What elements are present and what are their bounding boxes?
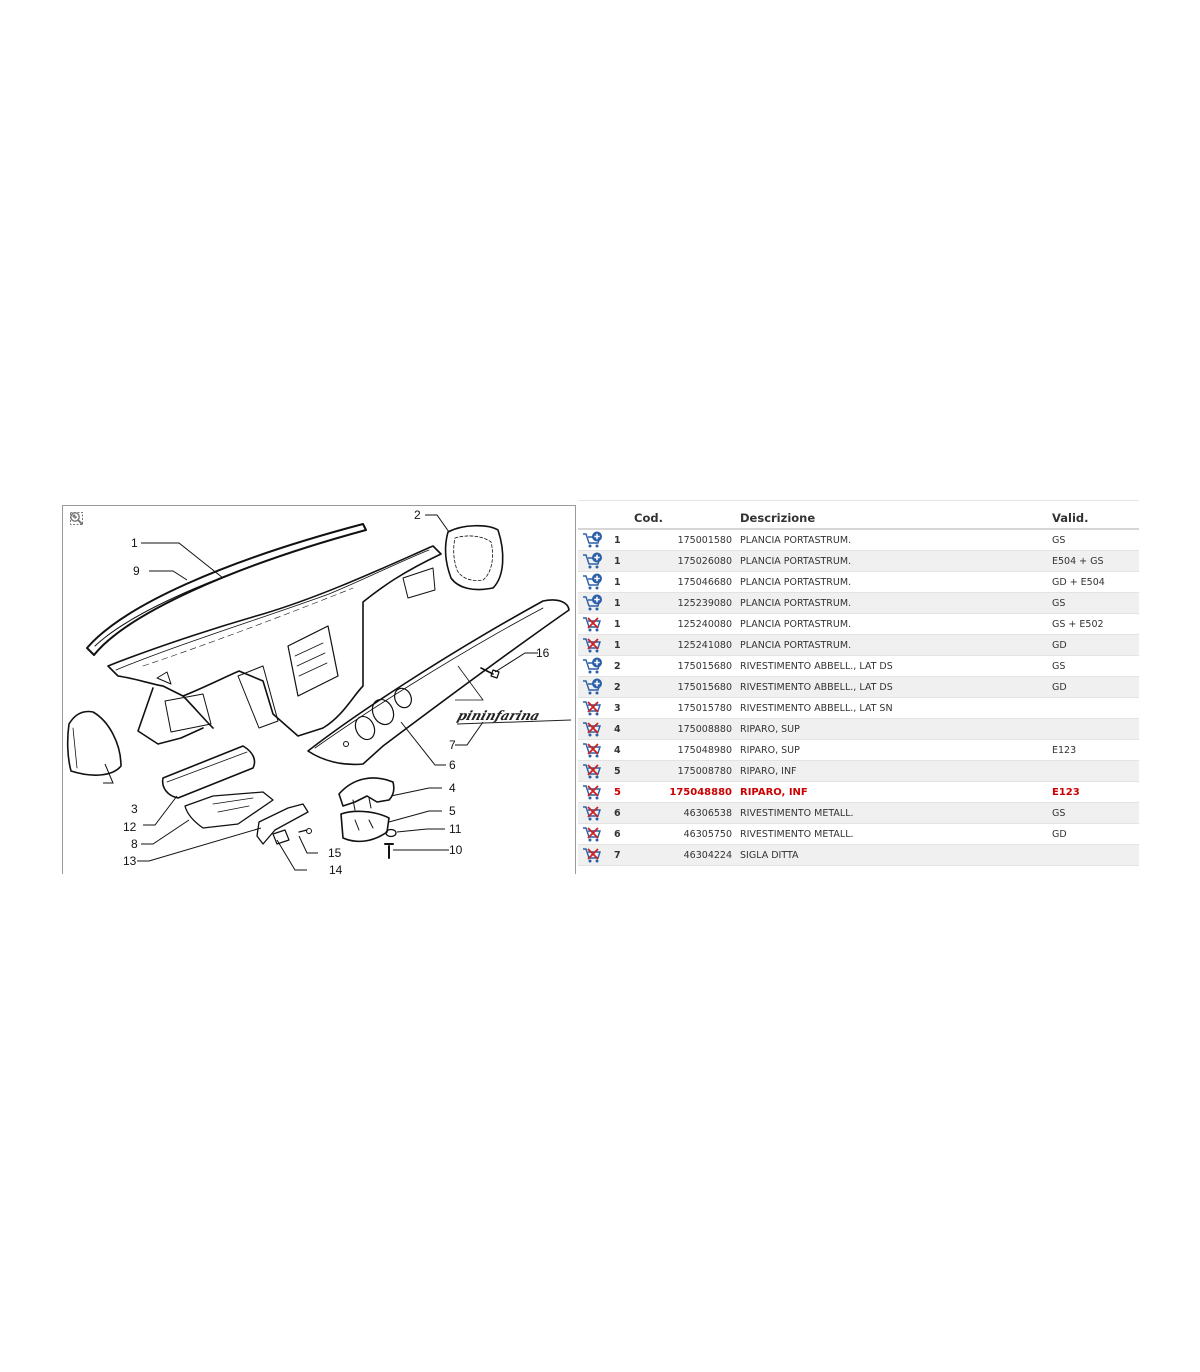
row-desc: RIPARO, INF xyxy=(738,761,1052,782)
row-valid: GS xyxy=(1052,529,1139,551)
row-desc: PLANCIA PORTASTRUM. xyxy=(738,551,1052,572)
row-cod: 46305750 xyxy=(634,824,738,845)
row-pos: 6 xyxy=(614,824,634,845)
row-pos: 2 xyxy=(614,656,634,677)
callout-10: 10 xyxy=(449,843,463,857)
table-row[interactable] xyxy=(578,782,1139,803)
row-pos: 1 xyxy=(614,551,634,572)
header-valid: Valid. xyxy=(1052,507,1139,529)
callout-5: 5 xyxy=(449,804,456,818)
row-cod: 175008880 xyxy=(634,719,738,740)
callout-4: 4 xyxy=(449,781,456,795)
row-cod: 46304224 xyxy=(634,845,738,866)
callout-16: 16 xyxy=(536,646,550,660)
part-9-strip xyxy=(87,524,366,655)
callout-14: 14 xyxy=(329,863,343,875)
table-row[interactable] xyxy=(578,845,1139,866)
brand-script: pininfarina xyxy=(455,708,542,724)
row-pos: 3 xyxy=(614,698,634,719)
row-icon-cell xyxy=(578,782,614,803)
exploded-diagram-panel[interactable] xyxy=(62,505,576,874)
cart-unavailable-icon[interactable] xyxy=(582,720,604,738)
row-valid: GS xyxy=(1052,656,1139,677)
callout-13: 13 xyxy=(123,854,137,868)
row-desc: RIVESTIMENTO ABBELL., LAT SN xyxy=(738,698,1052,719)
cart-add-icon[interactable] xyxy=(582,594,604,612)
row-icon-cell xyxy=(578,593,614,614)
row-icon-cell xyxy=(578,529,614,551)
table-row[interactable] xyxy=(578,719,1139,740)
table-row[interactable] xyxy=(578,551,1139,572)
row-pos: 1 xyxy=(614,593,634,614)
part-15-screw xyxy=(299,830,307,832)
row-valid: GS xyxy=(1052,593,1139,614)
callout-8: 8 xyxy=(131,837,138,851)
row-desc: RIVESTIMENTO ABBELL., LAT DS xyxy=(738,656,1052,677)
callout-15: 15 xyxy=(328,846,342,860)
callout-2: 2 xyxy=(414,508,421,522)
row-valid xyxy=(1052,761,1139,782)
row-icon-cell xyxy=(578,551,614,572)
row-icon-cell xyxy=(578,656,614,677)
row-cod: 175048880 xyxy=(634,782,738,803)
dashboard-exploded-drawing xyxy=(63,506,577,875)
row-pos: 5 xyxy=(614,761,634,782)
row-desc: PLANCIA PORTASTRUM. xyxy=(738,593,1052,614)
row-cod: 125240080 xyxy=(634,614,738,635)
row-desc: RIPARO, SUP xyxy=(738,719,1052,740)
cart-add-icon[interactable] xyxy=(582,678,604,696)
cart-unavailable-icon[interactable] xyxy=(582,825,604,843)
header-cod: Cod. xyxy=(634,507,738,529)
row-desc: PLANCIA PORTASTRUM. xyxy=(738,529,1052,551)
row-icon-cell xyxy=(578,614,614,635)
row-pos: 1 xyxy=(614,635,634,656)
row-desc: PLANCIA PORTASTRUM. xyxy=(738,572,1052,593)
row-cod: 46306538 xyxy=(634,803,738,824)
row-icon-cell xyxy=(578,635,614,656)
cart-unavailable-icon[interactable] xyxy=(582,783,604,801)
row-icon-cell xyxy=(578,761,614,782)
row-valid: GD + E504 xyxy=(1052,572,1139,593)
cart-unavailable-icon[interactable] xyxy=(582,804,604,822)
part-11-washer xyxy=(386,830,396,837)
callout-3: 3 xyxy=(131,802,138,816)
row-pos: 4 xyxy=(614,740,634,761)
row-cod: 175015680 xyxy=(634,656,738,677)
row-valid xyxy=(1052,698,1139,719)
table-top-rule xyxy=(578,500,1139,501)
row-icon-cell xyxy=(578,677,614,698)
callout-12: 12 xyxy=(123,820,137,834)
table-row[interactable] xyxy=(578,593,1139,614)
row-desc: RIVESTIMENTO METALL. xyxy=(738,803,1052,824)
row-valid: GS + E502 xyxy=(1052,614,1139,635)
header-pos xyxy=(614,507,634,529)
table-row[interactable] xyxy=(578,761,1139,782)
callout-1: 1 xyxy=(131,536,138,550)
row-desc: RIVESTIMENTO ABBELL., LAT DS xyxy=(738,677,1052,698)
row-cod: 125241080 xyxy=(634,635,738,656)
row-valid xyxy=(1052,719,1139,740)
parts-table xyxy=(578,507,1139,866)
row-valid: GD xyxy=(1052,635,1139,656)
row-valid: E123 xyxy=(1052,782,1139,803)
table-row[interactable] xyxy=(578,656,1139,677)
part-3-side-cover xyxy=(68,712,121,776)
part-14-clip xyxy=(273,830,289,844)
row-pos: 5 xyxy=(614,782,634,803)
row-cod: 125239080 xyxy=(634,593,738,614)
cart-add-icon[interactable] xyxy=(582,573,604,591)
cart-add-icon[interactable] xyxy=(582,531,604,549)
cart-unavailable-icon[interactable] xyxy=(582,699,604,717)
row-icon-cell xyxy=(578,803,614,824)
row-cod: 175048980 xyxy=(634,740,738,761)
row-pos: 1 xyxy=(614,614,634,635)
row-desc: SIGLA DITTA xyxy=(738,845,1052,866)
row-cod: 175001580 xyxy=(634,529,738,551)
callout-6: 6 xyxy=(449,758,456,772)
row-pos: 1 xyxy=(614,529,634,551)
row-desc: RIVESTIMENTO METALL. xyxy=(738,824,1052,845)
table-row[interactable] xyxy=(578,572,1139,593)
row-icon-cell xyxy=(578,719,614,740)
row-valid: GD xyxy=(1052,824,1139,845)
cart-unavailable-icon[interactable] xyxy=(582,762,604,780)
row-pos: 7 xyxy=(614,845,634,866)
callout-11: 11 xyxy=(449,822,462,836)
table-row[interactable] xyxy=(578,635,1139,656)
callout-7: 7 xyxy=(449,738,456,752)
part-6-metal-trim xyxy=(308,600,569,764)
row-valid: GS xyxy=(1052,803,1139,824)
callout-9: 9 xyxy=(133,564,140,578)
row-icon-cell xyxy=(578,845,614,866)
table-row[interactable] xyxy=(578,529,1139,551)
row-pos: 2 xyxy=(614,677,634,698)
part-5-lower-cover xyxy=(341,811,389,841)
cart-add-icon[interactable] xyxy=(582,657,604,675)
table-row[interactable] xyxy=(578,698,1139,719)
row-desc: PLANCIA PORTASTRUM. xyxy=(738,614,1052,635)
cart-add-icon[interactable] xyxy=(582,552,604,570)
row-desc: RIPARO, SUP xyxy=(738,740,1052,761)
part-12-lower-panel xyxy=(163,746,255,798)
row-icon-cell xyxy=(578,824,614,845)
row-valid: E123 xyxy=(1052,740,1139,761)
table-row[interactable] xyxy=(578,824,1139,845)
row-icon-cell xyxy=(578,698,614,719)
cart-unavailable-icon[interactable] xyxy=(582,636,604,654)
row-cod: 175015780 xyxy=(634,698,738,719)
table-row[interactable] xyxy=(578,614,1139,635)
part-4-upper-cover xyxy=(339,778,394,806)
table-header-row xyxy=(578,507,1139,529)
table-row[interactable] xyxy=(578,803,1139,824)
row-desc: PLANCIA PORTASTRUM. xyxy=(738,635,1052,656)
row-cod: 175015680 xyxy=(634,677,738,698)
row-pos: 1 xyxy=(614,572,634,593)
row-valid: E504 + GS xyxy=(1052,551,1139,572)
header-icon xyxy=(578,507,614,529)
row-valid xyxy=(1052,845,1139,866)
row-valid: GD xyxy=(1052,677,1139,698)
row-cod: 175046680 xyxy=(634,572,738,593)
row-icon-cell xyxy=(578,572,614,593)
row-pos: 4 xyxy=(614,719,634,740)
row-icon-cell xyxy=(578,740,614,761)
header-desc: Descrizione xyxy=(738,507,1052,529)
row-pos: 6 xyxy=(614,803,634,824)
row-cod: 175026080 xyxy=(634,551,738,572)
row-cod: 175008780 xyxy=(634,761,738,782)
row-desc: RIPARO, INF xyxy=(738,782,1052,803)
cart-unavailable-icon[interactable] xyxy=(582,741,604,759)
table-row[interactable] xyxy=(578,677,1139,698)
cart-unavailable-icon[interactable] xyxy=(582,846,604,864)
cart-unavailable-icon[interactable] xyxy=(582,615,604,633)
table-row[interactable] xyxy=(578,740,1139,761)
